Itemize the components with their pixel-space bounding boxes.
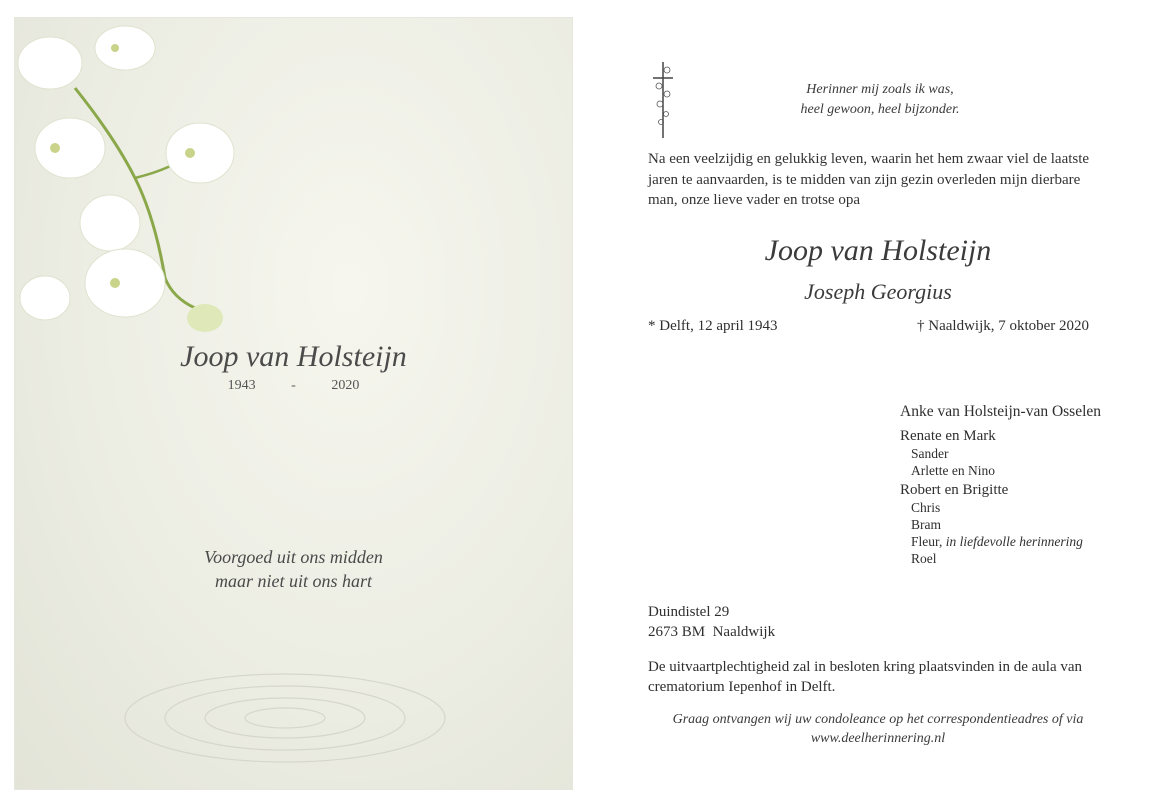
intro-text xyxy=(648,149,1113,211)
family-pair: Robert en Brigitte xyxy=(900,482,1009,498)
front-name: Joop van Holsteijn xyxy=(180,340,407,373)
year-death: 2020 xyxy=(331,378,360,393)
motto-line: heel gewoon, heel bijzonder. xyxy=(800,102,960,117)
orchid-illustration xyxy=(15,18,255,348)
given-names: Joseph Georgius xyxy=(804,279,952,304)
grandchild xyxy=(900,533,1101,550)
card-front xyxy=(15,18,572,789)
grandchild-name: Fleur, xyxy=(911,534,943,549)
motto xyxy=(760,80,1000,120)
address-postal-city: 2673 BM Naaldwijk xyxy=(648,624,776,640)
service-line: De uitvaartplechtigheid zal in besloten kring plaatsvinden in de aula van xyxy=(648,659,1083,675)
condolence-info xyxy=(648,710,1108,748)
quote-line: maar niet uit ons hart xyxy=(214,571,372,591)
grandchild: Roel xyxy=(911,551,937,566)
year-separator: - xyxy=(291,378,296,393)
condolence-link[interactable]: www.deelherinnering.nl xyxy=(810,731,946,746)
intro-line: man, onze lieve vader en trotse opa xyxy=(648,192,860,208)
front-years xyxy=(15,378,572,394)
family-list xyxy=(900,403,1101,567)
floral-cross-icon xyxy=(651,60,675,140)
birth-info: * Delft, 12 april 1943 xyxy=(648,318,778,334)
service-info xyxy=(648,657,1113,697)
grandchild: Bram xyxy=(911,517,941,532)
correspondence-address xyxy=(648,602,775,642)
quote-line: Voorgoed uit ons midden xyxy=(204,547,383,567)
grandchild: Chris xyxy=(911,500,941,515)
remembrance-note: in liefdevolle herinnering xyxy=(945,534,1083,549)
year-birth: 1943 xyxy=(227,378,256,393)
service-line: crematorium Iepenhof in Delft. xyxy=(648,679,836,695)
spouse: Anke van Holsteijn-van Osselen xyxy=(900,403,1102,420)
grandchild: Sander xyxy=(911,446,949,461)
front-quote xyxy=(15,545,572,593)
deceased-name: Joop van Holsteijn xyxy=(764,234,992,267)
death-info: † Naaldwijk, 7 oktober 2020 xyxy=(917,318,1090,334)
intro-line: jaren te aanvaarden, is te midden van zijn gezin overleden mijn dierbare xyxy=(648,171,1081,188)
intro-line: Na een veelzijdig en gelukkig leven, waarin het hem zwaar viel de laatste xyxy=(648,151,1090,167)
water-ripple xyxy=(115,658,455,778)
address-street: Duindistel 29 xyxy=(648,604,730,620)
motto-line: Herinner mij zoals ik was, xyxy=(806,82,954,97)
condolence-line: Graag ontvangen wij uw condoleance op het correspondentieadres of via xyxy=(672,712,1084,727)
grandchild: Arlette en Nino xyxy=(911,463,995,478)
family-pair: Renate en Mark xyxy=(900,428,996,444)
